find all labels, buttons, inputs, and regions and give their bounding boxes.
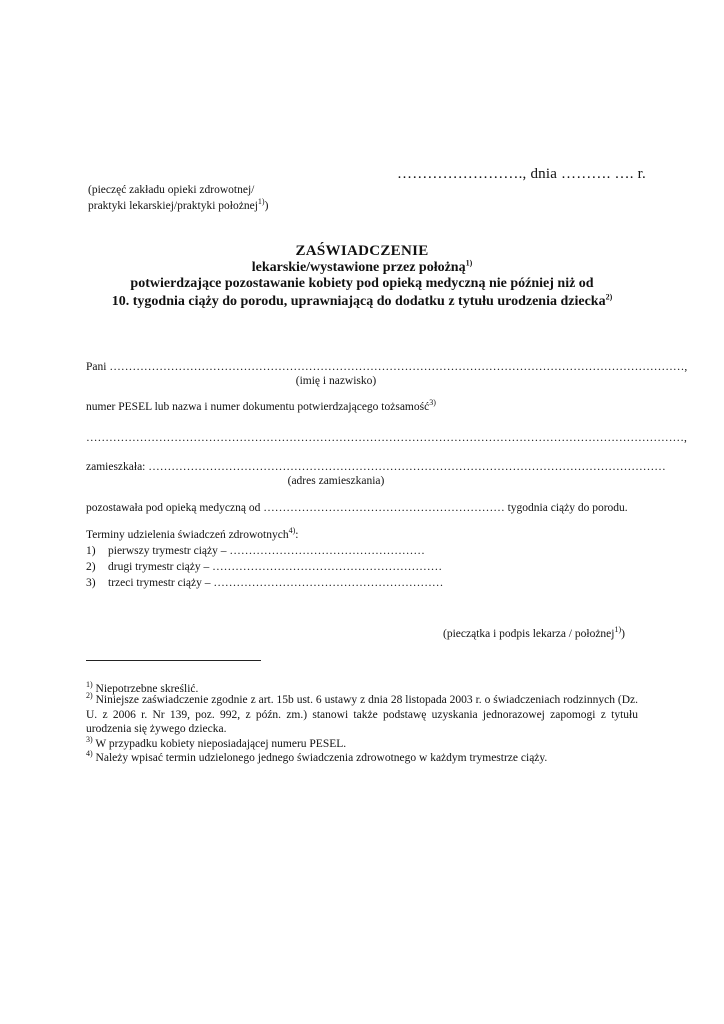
footnote-4: $^{4)}$ Należy wpisać termin udzielonego jednego świadczenia zdrowotnego w każdym trymestrze ciąży.: [86, 749, 548, 764]
stamp-caption-line1: (pieczęć zakładu opieki zdrowotnej/: [88, 184, 255, 196]
trimester-num: 1): [86, 545, 96, 557]
title-line2: lekarskie/wystawione przez położną$^{1)}$: [251, 258, 473, 275]
stamp-caption-line2: praktyki lekarskiej/praktyki położnej$^{1)}$): [88, 197, 269, 212]
care-field-line: pozostawała pod opieką medyczną od ……………………………………………………… tygodnia ciąży do porodu.: [86, 502, 628, 514]
trimester-item: [86, 577, 443, 589]
footnote-3: $^{3)}$ W przypadku kobiety nieposiadającej numeru PESEL.: [86, 735, 347, 750]
title-line3: potwierdzające pozostawanie kobiety pod opieką medyczną nie później niż od: [130, 276, 594, 291]
address-field-line: zamieszkała: ………………………………………………………………………………………………………………………: [86, 461, 666, 473]
trimester-num: 2): [86, 561, 96, 573]
stamp-caption: [88, 182, 268, 214]
name-field-line: Pani ……………………………………………………………………………………………………………………………………,: [86, 361, 688, 373]
document-title: ZAŚWIADCZENIE: [295, 243, 429, 259]
date-line: ……………………., dnia ………. …. r.: [397, 166, 646, 182]
terms-label: Terminy udzielenia świadczeń zdrowotnych$^{4)}$:: [86, 526, 299, 541]
trimester-num: 3): [86, 577, 96, 589]
trimester-text: trzeci trymestr ciąży – ……………………………………………………: [108, 577, 444, 589]
trimester-text: drugi trymestr ciąży – ……………………………………………………: [108, 561, 443, 573]
signature-caption: (pieczątka i podpis lekarza / położnej$^{1)}$): [443, 625, 625, 640]
address-hint: (adres zamieszkania): [287, 475, 385, 487]
pesel-label: numer PESEL lub nazwa i numer dokumentu potwierdzającego tożsamość$^{3)}$: [86, 398, 436, 413]
name-hint: (imię i nazwisko): [295, 375, 377, 387]
footnote-1: $^{1)}$ Niepotrzebne skreślić.: [86, 680, 199, 695]
footnote-divider: [86, 660, 261, 661]
title-line4: 10. tygodnia ciąży do porodu, uprawniającą do dodatku z tytułu urodzenia dziecka$^{2)}$: [111, 292, 613, 309]
trimester-item: [86, 561, 442, 573]
footnote-2: $^{2)}$ Niniejsze zaświadczenie zgodnie z art. 15b ust. 6 ustawy z dnia 28 listopada 2003 r. o świadczeniach rodzinnych (Dz. U. z 2006 r. Nr 139, poz. 992, z późn. zm.) stanowi także podstawę uzyskania jednorazowej zapomogi z tytułu urodzenia się żywego dziecka.: [86, 691, 638, 735]
trimester-item: [86, 545, 425, 557]
trimester-text: pierwszy trymestr ciąży – ……………………………………………: [108, 545, 425, 557]
pesel-field-line: …………………………………………………………………………………………………………………………………………,: [86, 432, 687, 444]
